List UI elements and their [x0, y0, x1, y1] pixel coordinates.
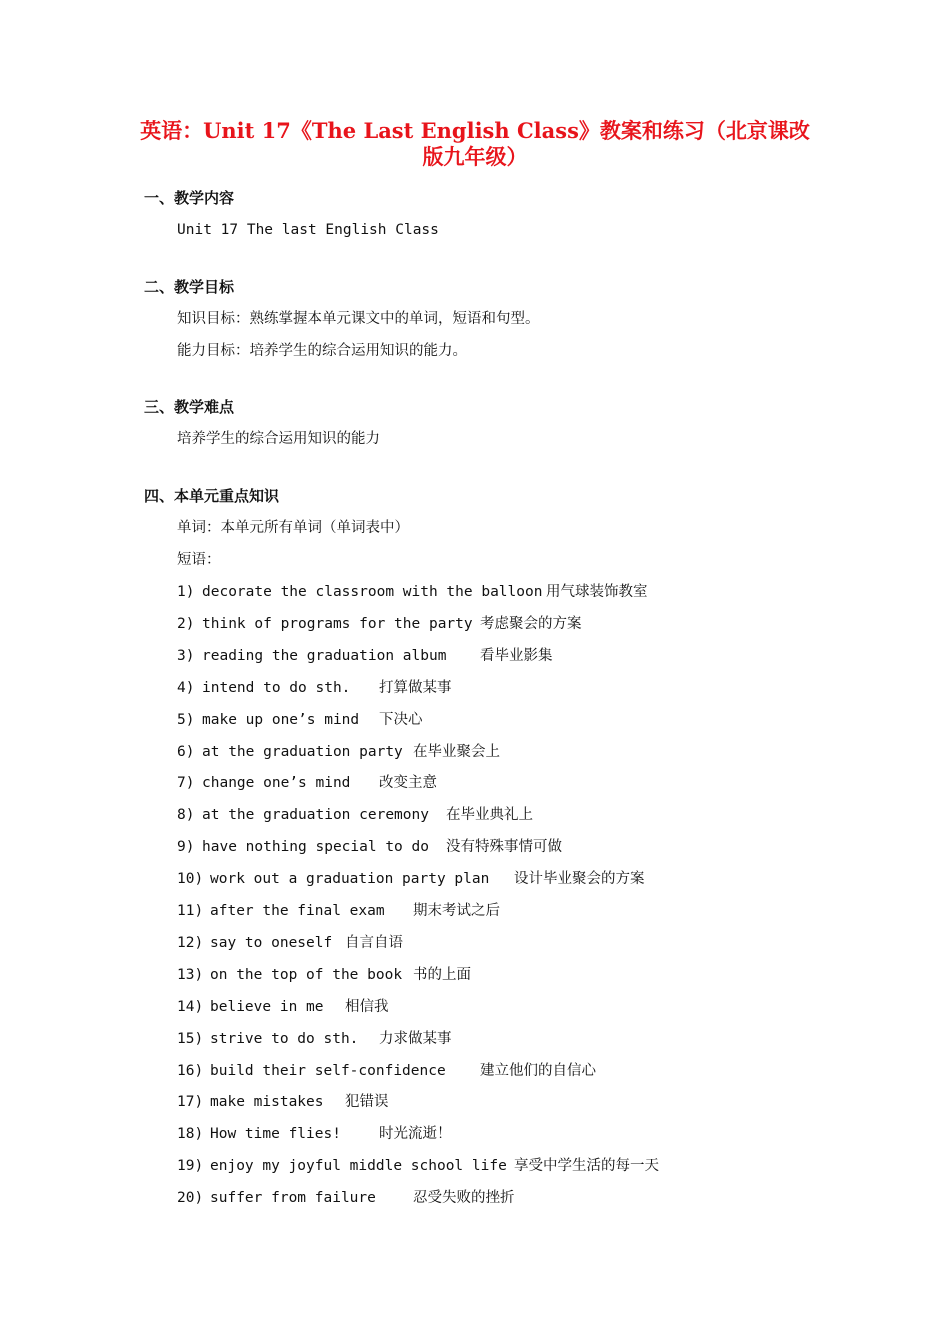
section-heading-goals: 二、教学目标: [144, 278, 235, 296]
phrase-number: 12): [177, 934, 204, 951]
phrase-english: How time flies!: [210, 1126, 341, 1143]
phrase-english: reading the graduation album: [202, 647, 447, 664]
phrase-chinese: 期末考试之后: [413, 903, 500, 919]
phrase-english: at the graduation ceremony: [202, 807, 429, 824]
phrase-number: 17): [177, 1094, 204, 1111]
ability-goal-line: 能力目标：培养学生的综合运用知识的能力。: [177, 343, 467, 359]
phrase-english: build their self-confidence: [210, 1062, 446, 1079]
phrase-chinese: 改变主意: [379, 775, 437, 792]
phrase-english: say to oneself: [210, 934, 333, 951]
phrase-chinese: 在毕业典礼上: [446, 807, 533, 824]
phrase-english: enjoy my joyful middle school life: [210, 1158, 507, 1175]
phrase-chinese: 忍受失败的挫折: [413, 1190, 515, 1207]
phrase-chinese: 自言自语: [345, 934, 403, 951]
phrases-label: 短语：: [177, 552, 221, 568]
phrase-number: 10): [177, 871, 204, 888]
phrase-number: 5): [177, 711, 195, 728]
phrase-english: suffer from failure: [210, 1190, 376, 1207]
phrase-chinese: 没有特殊事情可做: [446, 839, 562, 856]
phrase-number: 4): [177, 679, 195, 696]
phrase-english: strive to do sth.: [210, 1030, 359, 1047]
section-heading-content: 一、教学内容: [144, 189, 235, 207]
phrase-number: 15): [177, 1030, 204, 1047]
phrase-english: believe in me: [210, 998, 324, 1015]
phrase-chinese: 犯错误: [345, 1094, 389, 1111]
phrase-number: 2): [177, 615, 195, 632]
difficulty-line: 培养学生的综合运用知识的能力: [177, 431, 380, 447]
phrase-chinese: 享受中学生活的每一天: [514, 1158, 659, 1175]
section-heading-key-knowledge: 四、本单元重点知识: [144, 487, 280, 505]
vocabulary-line: 单词：本单元所有单词（单词表中）: [177, 520, 409, 536]
phrase-number: 14): [177, 998, 204, 1015]
phrase-number: 13): [177, 966, 204, 983]
phrase-english: make mistakes: [210, 1094, 324, 1111]
phrase-number: 9): [177, 839, 195, 856]
phrase-chinese: 力求做某事: [379, 1030, 452, 1047]
phrase-number: 1): [177, 584, 195, 600]
phrase-chinese: 建立他们的自信心: [480, 1062, 596, 1079]
phrase-chinese: 打算做某事: [379, 679, 452, 696]
phrase-number: 7): [177, 775, 195, 792]
phrase-chinese: 考虑聚会的方案: [480, 615, 582, 632]
phrase-number: 16): [177, 1062, 204, 1079]
phrase-english: after the final exam: [210, 903, 385, 919]
phrase-english: think of programs for the party: [202, 615, 473, 632]
phrase-number: 18): [177, 1126, 204, 1143]
phrase-english: make up one’s mind: [202, 711, 360, 728]
phrase-chinese: 看毕业影集: [480, 647, 553, 664]
phrase-number: 20): [177, 1190, 204, 1207]
phrase-english: intend to do sth.: [202, 679, 351, 696]
phrase-english: on the top of the book: [210, 966, 403, 983]
content-line: Unit 17 The last English Class: [177, 222, 439, 238]
phrase-number: 19): [177, 1158, 204, 1175]
phrase-english: change one’s mind: [202, 775, 351, 792]
phrase-number: 3): [177, 647, 195, 664]
phrase-chinese: 设计毕业聚会的方案: [514, 871, 645, 888]
phrase-chinese: 下决心: [379, 711, 423, 728]
phrase-number: 6): [177, 743, 195, 760]
phrase-chinese: 在毕业聚会上: [413, 743, 500, 760]
phrase-english: work out a graduation party plan: [210, 871, 490, 888]
phrase-english: at the graduation party: [202, 743, 403, 760]
phrase-english: have nothing special to do: [202, 839, 429, 856]
phrase-english: decorate the classroom with the balloon: [202, 584, 543, 600]
phrase-chinese: 相信我: [345, 998, 389, 1015]
knowledge-goal-line: 知识目标：熟练掌握本单元课文中的单词，短语和句型。: [177, 311, 540, 327]
phrase-chinese: 时光流逝！: [379, 1126, 452, 1143]
document-title: 英语：Unit 17《The Last English Class》教案和练习（北京课改版九年级）: [140, 118, 810, 169]
phrase-number: 8): [177, 807, 195, 824]
phrase-number: 11): [177, 903, 204, 919]
phrase-chinese: 用气球装饰教室: [546, 584, 648, 600]
phrase-chinese: 书的上面: [413, 966, 471, 983]
section-heading-difficulty: 三、教学难点: [144, 398, 235, 416]
